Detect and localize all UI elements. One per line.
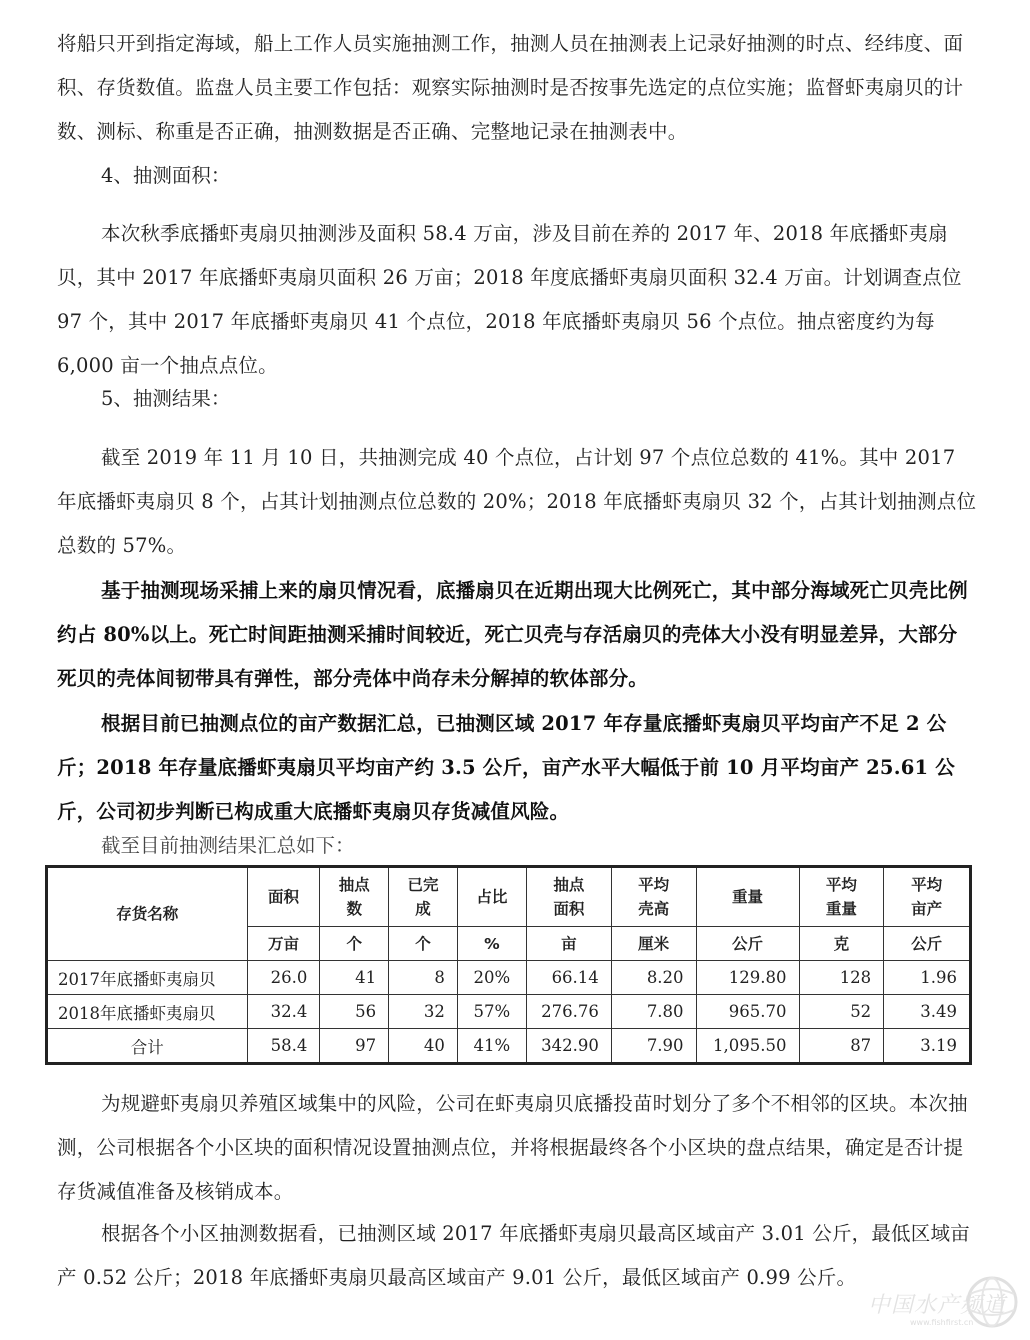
unit-points: 个 xyxy=(320,927,389,961)
header-shell-height: 平均 壳高 xyxy=(611,867,696,927)
paragraph-procedure: 将船只开到指定海域，船上工作人员实施抽测工作，抽测人员在抽测表上记录好抽测的时点、经纬度、面积、存货数值。监盘人员主要工作包括：观察实际抽测时是否按事先选定的点位实施；监督虾夷扇贝的计数、测标、称重是否正确，抽测数据是否正确、完整地记录在抽测表中。 xyxy=(57,32,964,143)
cell-sample-area: 66.14 xyxy=(526,961,611,995)
cell-weight: 965.70 xyxy=(696,995,799,1029)
unit-avg-yield: 公斤 xyxy=(884,927,971,961)
table-row xyxy=(47,961,971,995)
results-table xyxy=(45,865,972,1065)
cell-sample-area: 342.90 xyxy=(526,1029,611,1064)
unit-avg-weight: 克 xyxy=(799,927,884,961)
cell-shell-height: 8.20 xyxy=(611,961,696,995)
cell-shell-height: 7.80 xyxy=(611,995,696,1029)
unit-area: 万亩 xyxy=(247,927,320,961)
table-total-row xyxy=(47,1029,971,1064)
paragraph-mortality: 基于抽测现场采捕上来的扇贝情况看，底播扇贝在近期出现大比例死亡，其中部分海域死亡贝壳比例约占 80%以上。死亡时间距抽测采捕时间较近，死亡贝壳与存活扇贝的壳体大小没有明显差异，大部分死贝的壳体间韧带具有弹性，部分壳体中尚存未分解掉的软体部分。 xyxy=(57,579,968,690)
cell-avg-weight: 87 xyxy=(799,1029,884,1064)
cell-name: 合计 xyxy=(47,1029,248,1064)
cell-done: 32 xyxy=(389,995,458,1029)
cell-avg-weight: 128 xyxy=(799,961,884,995)
cell-name: 2017年底播虾夷扇贝 xyxy=(47,961,248,995)
table-row xyxy=(47,995,971,1029)
header-ratio: 占比 xyxy=(457,867,526,927)
paragraph-sampling-results: 截至 2019 年 11 月 10 日，共抽测完成 40 个点位，占计划 97 个点位总数的 41%。其中 2017 年底播虾夷扇贝 8 个，占其计划抽测点位总数的 20%；2018 年底播虾夷扇贝 32 个，占其计划抽测点位总数的 57%。 xyxy=(57,446,977,557)
cell-ratio: 41% xyxy=(457,1029,526,1064)
header-weight: 重量 xyxy=(696,867,799,927)
cell-done: 40 xyxy=(389,1029,458,1064)
header-avg-weight: 平均 重量 xyxy=(799,867,884,927)
header-avg-yield: 平均 亩产 xyxy=(884,867,971,927)
watermark xyxy=(862,1274,1022,1332)
header-sample-area: 抽点 面积 xyxy=(526,867,611,927)
header-done: 已完 成 xyxy=(389,867,458,927)
heading-sampling-area: 4、抽测面积： xyxy=(101,164,231,187)
cell-shell-height: 7.90 xyxy=(611,1029,696,1064)
watermark-text: 中国水产频道 xyxy=(868,1293,1007,1318)
header-points: 抽点 数 xyxy=(320,867,389,927)
paragraph-yield-summary: 根据目前已抽测点位的亩产数据汇总，已抽测区域 2017 年存量底播虾夷扇贝平均亩产不足 2 公斤；2018 年存量底播虾夷扇贝平均亩产约 3.5 公斤，亩产水平大幅低于前 10 月平均亩产 25.61 公斤，公司初步判断已构成重大底播虾夷扇贝存货减值风险。 xyxy=(57,712,955,823)
unit-ratio: % xyxy=(457,927,526,961)
unit-shell-height: 厘米 xyxy=(611,927,696,961)
cell-sample-area: 276.76 xyxy=(526,995,611,1029)
header-area: 面积 xyxy=(247,867,320,927)
cell-points: 56 xyxy=(320,995,389,1029)
paragraph-risk-blocks: 为规避虾夷扇贝养殖区域集中的风险，公司在虾夷扇贝底播投苗时划分了多个不相邻的区块。本次抽测，公司根据各个小区块的面积情况设置抽测点位，并将根据最终各个小区块的盘点结果，确定是否计提存货减值准备及核销成本。 xyxy=(57,1092,968,1203)
cell-points: 97 xyxy=(320,1029,389,1064)
cell-ratio: 20% xyxy=(457,961,526,995)
paragraph-sampling-area: 本次秋季底播虾夷扇贝抽测涉及面积 58.4 万亩，涉及目前在养的 2017 年、2018 年底播虾夷扇贝，其中 2017 年底播虾夷扇贝面积 26 万亩；2018 年度底播虾夷扇贝面积 32.4 万亩。计划调查点位 97 个，其中 2017 年底播虾夷扇贝 41 个点位，2018 年底播虾夷扇贝 56 个点位。抽点密度约为每 6,000 亩一个抽点点位。 xyxy=(57,222,962,377)
unit-sample-area: 亩 xyxy=(526,927,611,961)
table-intro: 截至目前抽测结果汇总如下： xyxy=(101,834,355,857)
cell-yield: 1.96 xyxy=(884,961,971,995)
header-name: 存货名称 xyxy=(47,867,248,961)
unit-weight: 公斤 xyxy=(696,927,799,961)
cell-ratio: 57% xyxy=(457,995,526,1029)
cell-weight: 129.80 xyxy=(696,961,799,995)
cell-weight: 1,095.50 xyxy=(696,1029,799,1064)
cell-name: 2018年底播虾夷扇贝 xyxy=(47,995,248,1029)
cell-area: 58.4 xyxy=(247,1029,320,1064)
cell-yield: 3.49 xyxy=(884,995,971,1029)
watermark-url: www.fishfirst.cn xyxy=(910,1318,974,1327)
cell-yield: 3.19 xyxy=(884,1029,971,1064)
cell-area: 26.0 xyxy=(247,961,320,995)
heading-sampling-results: 5、抽测结果： xyxy=(101,387,231,410)
cell-points: 41 xyxy=(320,961,389,995)
cell-done: 8 xyxy=(389,961,458,995)
table-header-row xyxy=(47,867,971,927)
cell-area: 32.4 xyxy=(247,995,320,1029)
cell-avg-weight: 52 xyxy=(799,995,884,1029)
unit-done: 个 xyxy=(389,927,458,961)
paragraph-block-yields: 根据各个小区抽测数据看，已抽测区域 2017 年底播虾夷扇贝最高区域亩产 3.01 公斤，最低区域亩产 0.52 公斤；2018 年底播虾夷扇贝最高区域亩产 9.01 公斤，最低区域亩产 0.99 公斤。 xyxy=(57,1222,970,1289)
